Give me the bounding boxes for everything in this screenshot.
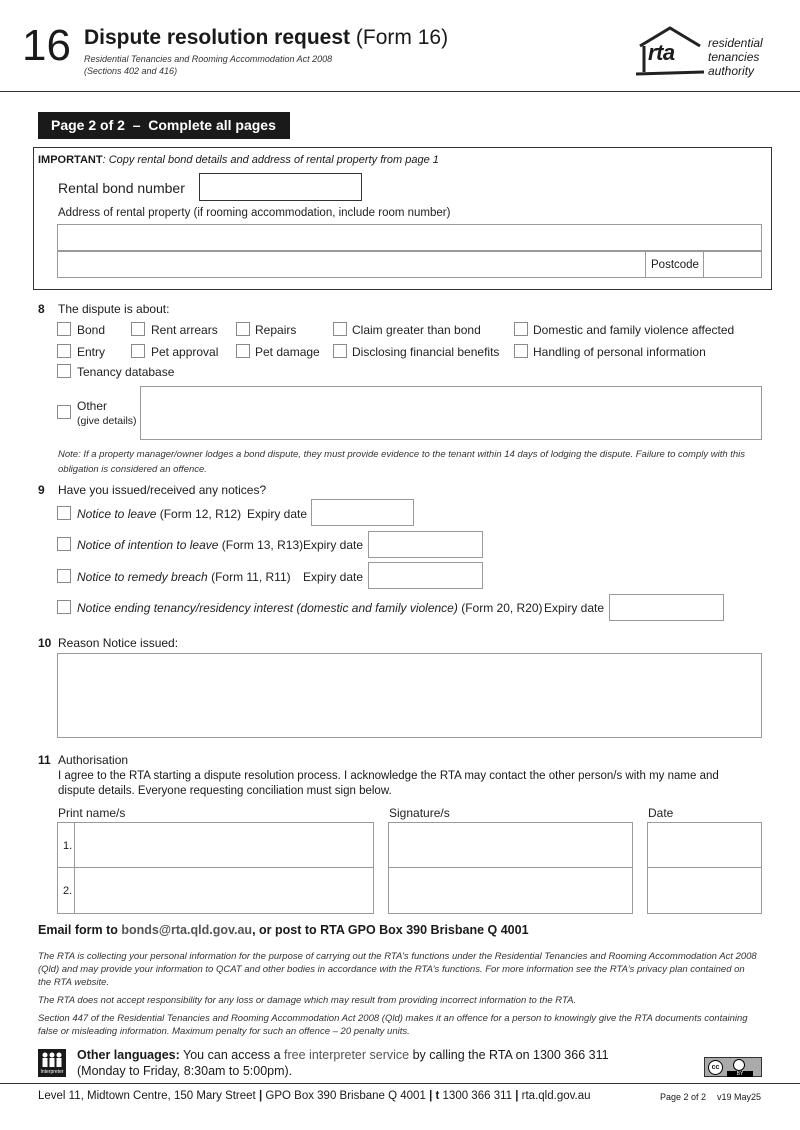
postcode-input[interactable]	[703, 251, 762, 278]
other-languages-line-2: (Monday to Friday, 8:30am to 5:00pm).	[77, 1064, 293, 1078]
footer-address: Level 11, Midtown Centre, 150 Mary Street	[38, 1090, 256, 1102]
row-1-label: 1.	[63, 840, 73, 852]
other-languages-line-1	[77, 1047, 677, 1063]
footer-postal: GPO Box 390 Brisbane Q 4001	[265, 1090, 426, 1102]
cc-by-badge	[704, 1057, 762, 1077]
notice-to-leave-name: Notice to leave	[77, 507, 157, 521]
other-languages-text	[77, 1047, 677, 1079]
option-entry-label: Entry	[77, 345, 106, 359]
address-label	[58, 207, 450, 219]
interpreter-figures-icon	[38, 1051, 66, 1071]
rental-bond-label: Rental bond number	[58, 180, 185, 196]
notice-remedy-ref: (Form 11, R11)	[207, 570, 291, 584]
address-line-2[interactable]	[57, 251, 646, 278]
postcode-label-cell	[645, 251, 704, 278]
logo-line-1: residential	[708, 36, 763, 50]
date-input-1[interactable]	[647, 822, 762, 868]
header-divider	[0, 91, 800, 92]
form-number: 16	[22, 21, 71, 70]
checkbox-notice-remedy[interactable]	[57, 569, 71, 583]
form-title	[84, 26, 448, 50]
checkbox-disclosing-benefits[interactable]	[333, 344, 347, 358]
important-note	[38, 154, 439, 166]
rta-logo-text: rta	[648, 40, 675, 65]
signature-input-2[interactable]	[388, 867, 633, 914]
checkbox-rent-arrears[interactable]	[131, 322, 145, 336]
option-disclosing-benefits-label: Disclosing financial benefits	[352, 345, 500, 359]
act-line-1: Residential Tenancies and Rooming Accommodation Act 2008	[84, 54, 333, 64]
interpreter-link[interactable]: free interpreter service	[284, 1048, 410, 1062]
footer-contact	[38, 1090, 591, 1102]
checkbox-notice-ending-dfv[interactable]	[57, 600, 71, 614]
act-line-2: (Sections 402 and 416)	[84, 66, 178, 76]
q9-label: Have you issued/received any notices?	[58, 483, 267, 497]
form-title-main: Dispute resolution request	[84, 26, 351, 49]
name-input-2[interactable]	[74, 867, 374, 914]
email-link[interactable]: bonds@rta.qld.gov.au	[121, 923, 253, 937]
address-line-1[interactable]	[57, 224, 762, 251]
email-prefix: Email form to	[38, 923, 122, 937]
checkbox-other[interactable]	[57, 405, 71, 419]
notice-remedy-expiry-input[interactable]	[368, 562, 483, 589]
footer-page: Page 2 of 2	[660, 1092, 707, 1102]
name-input-1[interactable]	[74, 822, 374, 868]
form-title-suffix: (Form 16)	[355, 26, 449, 49]
footer-divider	[0, 1083, 800, 1084]
option-other-label: Other	[77, 399, 108, 413]
authorisation-text: I agree to the RTA starting a dispute resolution process. I acknowledge the RTA may contact the other person/s with my name and dispute details. Everyone requesting conciliation must sign below.	[58, 770, 719, 797]
col-print-name: Print name/s	[58, 806, 126, 820]
option-personal-info-label: Handling of personal information	[533, 345, 706, 359]
option-tenancy-database-label: Tenancy database	[77, 365, 175, 379]
notice-ending-dfv-label	[77, 601, 543, 615]
footer-phone-label: t	[435, 1090, 440, 1102]
checkbox-dfv-affected[interactable]	[514, 322, 528, 336]
q10-label: Reason Notice issued:	[58, 636, 179, 650]
address-label-main: Address of rental property	[58, 207, 191, 219]
by-text: BY	[727, 1071, 753, 1077]
email-suffix: , or post to RTA GPO Box 390 Brisbane Q 4001	[252, 923, 529, 937]
notice-ending-dfv-ref: (Form 20, R20)	[457, 601, 543, 615]
name-row-2-num	[57, 867, 75, 914]
notice-ending-dfv-expiry-input[interactable]	[609, 594, 724, 621]
checkbox-notice-to-leave[interactable]	[57, 506, 71, 520]
cc-icon: cc	[708, 1060, 723, 1075]
option-other-sub: (give details)	[77, 415, 137, 427]
email-line	[38, 923, 529, 937]
option-dfv-affected-label: Domestic and family violence affected	[533, 323, 735, 337]
offence-notice: Section 447 of the Residential Tenancies and Rooming Accommodation Act 2008 (Qld) makes it an offence for a person to knowingly give the RTA documents containing false or misleading information. Maximum penalty for such an offence – 20 penalty units.	[38, 1013, 748, 1037]
important-text: : Copy rental bond details and address of rental property from page 1	[102, 154, 439, 166]
checkbox-pet-damage[interactable]	[236, 344, 250, 358]
notice-intention-expiry-label: Expiry date	[303, 538, 364, 552]
interpreter-icon-text: Interpreter	[40, 1069, 64, 1075]
footer-sep-3: |	[515, 1090, 522, 1102]
footer-phone: 1300 366 311	[442, 1090, 513, 1102]
footer-version: v19 May25	[717, 1092, 762, 1102]
q11-number: 11	[38, 753, 51, 767]
notice-to-leave-expiry-label: Expiry date	[247, 507, 308, 521]
notice-ending-dfv-name: Notice ending tenancy/residency interest (domestic and family violence)	[77, 601, 458, 615]
option-pet-damage-label: Pet damage	[255, 345, 320, 359]
option-claim-greater-label: Claim greater than bond	[352, 323, 481, 337]
footer-sep-1: |	[258, 1090, 266, 1102]
other-languages-text-2: by calling the RTA on 1300 366 311	[409, 1048, 609, 1062]
notice-to-leave-ref: (Form 12, R12)	[156, 507, 242, 521]
rental-bond-input[interactable]	[199, 173, 362, 201]
logo-line-2: tenancies	[708, 50, 760, 64]
notice-to-leave-label	[77, 507, 241, 521]
notice-remedy-expiry-label: Expiry date	[303, 570, 364, 584]
option-pet-approval-label: Pet approval	[151, 345, 219, 359]
other-details-input[interactable]	[140, 386, 762, 440]
privacy-notice: The RTA is collecting your personal information for the purpose of carrying out the RTA’s functions under the Residential Tenancies and Rooming Accommodation Act 2008 (Qld) and may provide your information to QCAT and other bodies in accordance with the RTA’s functions. For more information see the RTA’s privacy plan contained on the RTA website.	[38, 951, 757, 988]
option-rent-arrears-label: Rent arrears	[151, 323, 218, 337]
q10-number: 10	[38, 636, 52, 650]
checkbox-pet-approval[interactable]	[131, 344, 145, 358]
notice-ending-dfv-expiry-label: Expiry date	[544, 601, 605, 615]
row-2-label: 2.	[63, 885, 73, 897]
address-label-note: (if rooming accommodation, include room number)	[190, 207, 451, 219]
important-label: IMPORTANT	[38, 154, 103, 166]
q11-label: Authorisation	[58, 753, 129, 767]
notice-intention-name: Notice of intention to leave	[77, 538, 219, 552]
notice-intention-expiry-input[interactable]	[368, 531, 483, 558]
q9-number: 9	[38, 483, 45, 497]
col-signature: Signature/s	[389, 806, 450, 820]
notice-to-leave-expiry-input[interactable]	[311, 499, 414, 526]
reason-notice-input[interactable]	[57, 653, 762, 738]
other-languages-text-1: You can access a	[179, 1048, 285, 1062]
by-person-icon	[733, 1059, 745, 1071]
q8-note: Note: If a property manager/owner lodges a bond dispute, they must provide evidence to the tenant within 14 days of lodging the dispute. Failure to comply with this obligation is considered an offence.	[58, 449, 746, 475]
other-languages-bold: Other languages:	[77, 1048, 180, 1062]
checkbox-entry[interactable]	[57, 344, 71, 358]
q8-number: 8	[38, 302, 45, 316]
notice-intention-label	[77, 538, 303, 552]
checkbox-bond[interactable]	[57, 322, 71, 336]
notice-intention-ref: (Form 13, R13)	[218, 538, 304, 552]
rta-logo	[634, 26, 764, 82]
date-input-2[interactable]	[647, 867, 762, 914]
checkbox-personal-info[interactable]	[514, 344, 528, 358]
logo-line-3: authority	[708, 64, 755, 78]
checkbox-claim-greater[interactable]	[333, 322, 347, 336]
footer-sep-2: |	[429, 1090, 436, 1102]
page-banner: Page 2 of 2 – Complete all pages	[38, 112, 290, 139]
q8-label: The dispute is about:	[58, 302, 170, 316]
option-repairs-label: Repairs	[255, 323, 297, 337]
name-row-1-num	[57, 822, 75, 868]
responsibility-notice: The RTA does not accept responsibility for any loss or damage which may result from providing incorrect information to the RTA.	[38, 995, 577, 1006]
col-date: Date	[648, 806, 674, 820]
checkbox-notice-intention[interactable]	[57, 537, 71, 551]
interpreter-icon	[38, 1049, 66, 1077]
footer-web[interactable]: rta.qld.gov.au	[521, 1090, 591, 1102]
checkbox-tenancy-database[interactable]	[57, 364, 71, 378]
checkbox-repairs[interactable]	[236, 322, 250, 336]
signature-input-1[interactable]	[388, 822, 633, 868]
notice-remedy-label	[77, 570, 291, 584]
option-bond-label: Bond	[77, 323, 106, 337]
postcode-label: Postcode	[651, 259, 699, 271]
notice-remedy-name: Notice to remedy breach	[77, 570, 208, 584]
